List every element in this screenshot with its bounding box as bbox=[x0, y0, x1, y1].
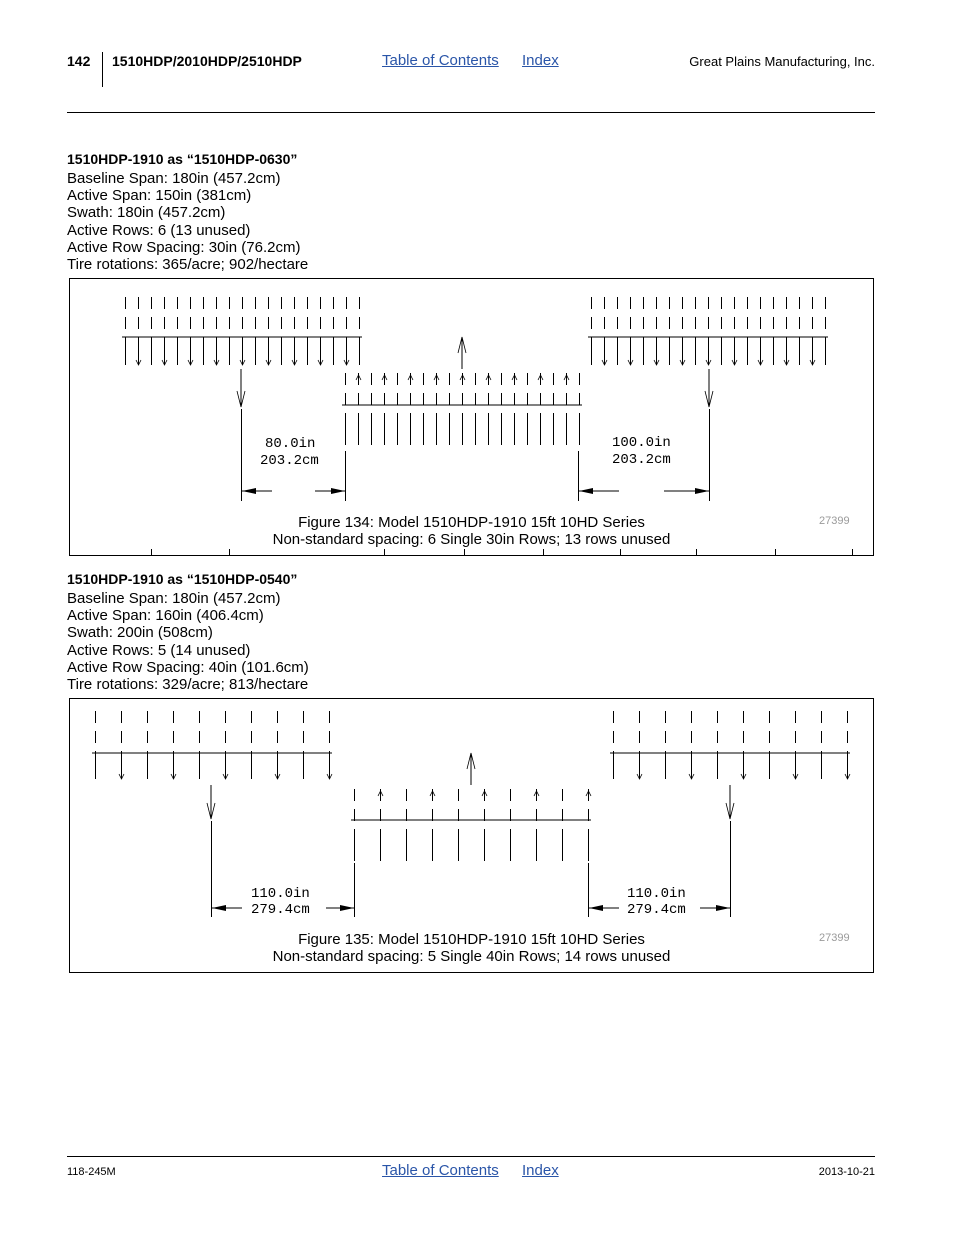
company-name: Great Plains Manufacturing, Inc. bbox=[689, 54, 875, 69]
dimension-arrow-head bbox=[212, 905, 226, 911]
spec-item: Active Span: 160in (406.4cm) bbox=[67, 607, 264, 625]
dimension-arrow-head bbox=[242, 488, 256, 494]
dimension-arrow-head bbox=[331, 488, 345, 494]
header-toc-link[interactable]: Table of Contents bbox=[382, 52, 499, 69]
figure-134 bbox=[69, 278, 874, 556]
section-title: 1510HDP-1910 as “1510HDP-0540” bbox=[67, 571, 298, 587]
document-date: 2013-10-21 bbox=[818, 1166, 875, 1178]
header-divider bbox=[102, 52, 103, 87]
spec-item: Active Rows: 5 (14 unused) bbox=[67, 641, 251, 659]
dimension-label: 110.0in bbox=[627, 886, 686, 902]
document-id: 118-245M bbox=[67, 1166, 116, 1178]
dimension-arrow-head bbox=[579, 488, 593, 494]
spec-list bbox=[67, 170, 308, 273]
dimension-label: 279.4cm bbox=[627, 902, 686, 918]
figure-caption bbox=[70, 931, 873, 965]
page-number: 142 bbox=[67, 53, 91, 69]
spec-item: Active Row Spacing: 30in (76.2cm) bbox=[67, 238, 301, 256]
header-rule bbox=[67, 112, 875, 113]
spec-item: Baseline Span: 180in (457.2cm) bbox=[67, 590, 281, 607]
spec-item: Active Span: 150in (381cm) bbox=[67, 187, 252, 205]
spec-item: Tire rotations: 329/acre; 813/hectare bbox=[67, 676, 309, 694]
figure-id: 27399 bbox=[819, 932, 850, 944]
caption-line: Figure 134: Model 1510HDP-1910 15ft 10HD Series bbox=[298, 514, 645, 531]
dimension-arrow-head bbox=[695, 488, 709, 494]
dimension-label: 100.0in bbox=[612, 435, 671, 451]
figure-135 bbox=[69, 698, 874, 973]
spec-item: Active Rows: 6 (13 unused) bbox=[67, 221, 251, 239]
dimension-label: 203.2cm bbox=[612, 452, 671, 468]
spec-item: Active Row Spacing: 40in (101.6cm) bbox=[67, 658, 309, 676]
section-title: 1510HDP-1910 as “1510HDP-0630” bbox=[67, 151, 298, 167]
caption-line: Non-standard spacing: 5 Single 40in Rows; 14 rows unused bbox=[272, 948, 671, 965]
spec-item: Swath: 200in (508cm) bbox=[67, 624, 213, 642]
footer-toc-link[interactable]: Table of Contents bbox=[382, 1162, 499, 1179]
figure-id: 27399 bbox=[819, 515, 850, 527]
spec-item: Baseline Span: 180in (457.2cm) bbox=[67, 170, 281, 187]
dimension-label: 203.2cm bbox=[260, 453, 319, 469]
spec-list bbox=[67, 590, 309, 693]
footer-index-link[interactable]: Index bbox=[522, 1162, 559, 1179]
dimension-arrow-head bbox=[589, 905, 603, 911]
model-title: 1510HDP/2010HDP/2510HDP bbox=[112, 53, 302, 69]
spec-item: Tire rotations: 365/acre; 902/hectare bbox=[67, 256, 309, 274]
caption-line: Non-standard spacing: 6 Single 30in Rows; 13 rows unused bbox=[272, 531, 671, 548]
dimension-arrow-head bbox=[340, 905, 354, 911]
dimension-arrow-head bbox=[716, 905, 730, 911]
spec-item: Swath: 180in (457.2cm) bbox=[67, 204, 226, 222]
dimension-label: 80.0in bbox=[265, 436, 316, 452]
caption-line: Figure 135: Model 1510HDP-1910 15ft 10HD Series bbox=[298, 931, 645, 948]
dimension-label: 110.0in bbox=[251, 886, 310, 902]
header-index-link[interactable]: Index bbox=[522, 52, 559, 69]
footer-rule bbox=[67, 1156, 875, 1157]
dimension-label: 279.4cm bbox=[251, 902, 310, 918]
figure-caption bbox=[70, 514, 873, 548]
